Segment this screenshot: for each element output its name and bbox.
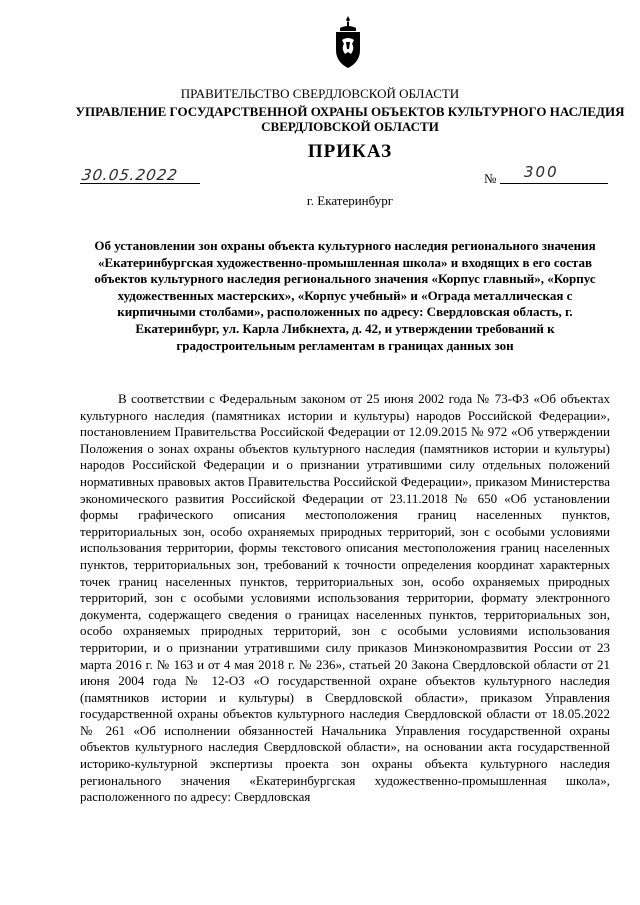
number-sign: № [484,171,497,186]
city-name: г. Екатеринбург [306,193,394,208]
document-title: Об установлении зон охраны объекта культурного наследия регионального значения «Екатеринбургская художественно-промышленная школа» и входящих в его состав объектов культурного наследия регионального значения «Корпус главный», «Корпус художественных мастерских», «Корпус учебный» и «Ограда металлическая с кирпичными столбами», расположенных по адресу: Свердловская область, г. Екатеринбург, ул. Карла Либкнехта, д. 42, и утверждении требований к градостроительным регламентам в границах данных зон [94,238,596,353]
order-number: 300 [524,163,559,181]
date-underline [80,183,200,184]
document-type-heading: ПРИКАЗ [307,141,393,162]
order-date: 30.05.2022 [80,166,180,184]
body-paragraph: В соответствии с Федеральным законом от 25 июня 2002 года № 73-ФЗ «Об объектах культурного наследия (памятниках истории и культуры) народов Российской Федерации», постановлением Правительства Российской Федерации от 12.09.2015 № 972 «Об утверждении Положения о зонах охраны объектов культурного наследия (памятников истории и культуры) народов Российской Федерации и о признании утратившими силу отдельных положений нормативных правовых актов Правительства Российской Федерации», приказом Министерства экономического развития Российской Федерации от 23.11.2018 № 650 «Об установлении формы графического описания местоположения границ населенных пунктов, территориальных зон, особо охраняемых природных территорий, зон с особыми условиями использования территории, формы текстового описания местоположения границ населенных пунктов, территориальных зон, требований к точности определения координат характерных точек границ населенных пунктов, территориальных зон, особо охраняемых природных территорий, зон с особыми условиями использования территории, формату электронного документа, содержащего сведения о границах населенных пунктов, территориальных зон, особо охраняемых природных территорий, зон с особыми условиями использования территории, и о признании утратившими силу приказов Минэкономразвития России от 23 марта 2016 г. № 163 и от 4 мая 2018 г. № 236», статьей 20 Закона Свердловской области от 21 июня 2004 года № 12-ОЗ «О государственной охране объектов культурного наследия (памятников истории и культуры) в Свердловской области», приказом Управления государственной охраны объектов культурного наследия Свердловской области от 18.05.2022 № 261 «Об исполнении обязанностей Начальника Управления государственной охраны объектов культурного наследия Свердловской области», на основании акта государственной историко-культурной экспертизы проекта зон охраны объекта культурного наследия регионального значения «Екатеринбургская художественно-промышленная школа», расположенного по адресу: Свердловская [80,391,610,805]
department-name: УПРАВЛЕНИЕ ГОСУДАРСТВЕННОЙ ОХРАНЫ ОБЪЕКТОВ КУЛЬТУРНОГО НАСЛЕДИЯ СВЕРДЛОВСКОЙ ОБЛАСТИ [75,104,625,134]
government-name: ПРАВИТЕЛЬСТВО СВЕРДЛОВСКОЙ ОБЛАСТИ [180,86,460,101]
number-underline [500,183,608,184]
coat-of-arms-emblem [331,14,365,70]
